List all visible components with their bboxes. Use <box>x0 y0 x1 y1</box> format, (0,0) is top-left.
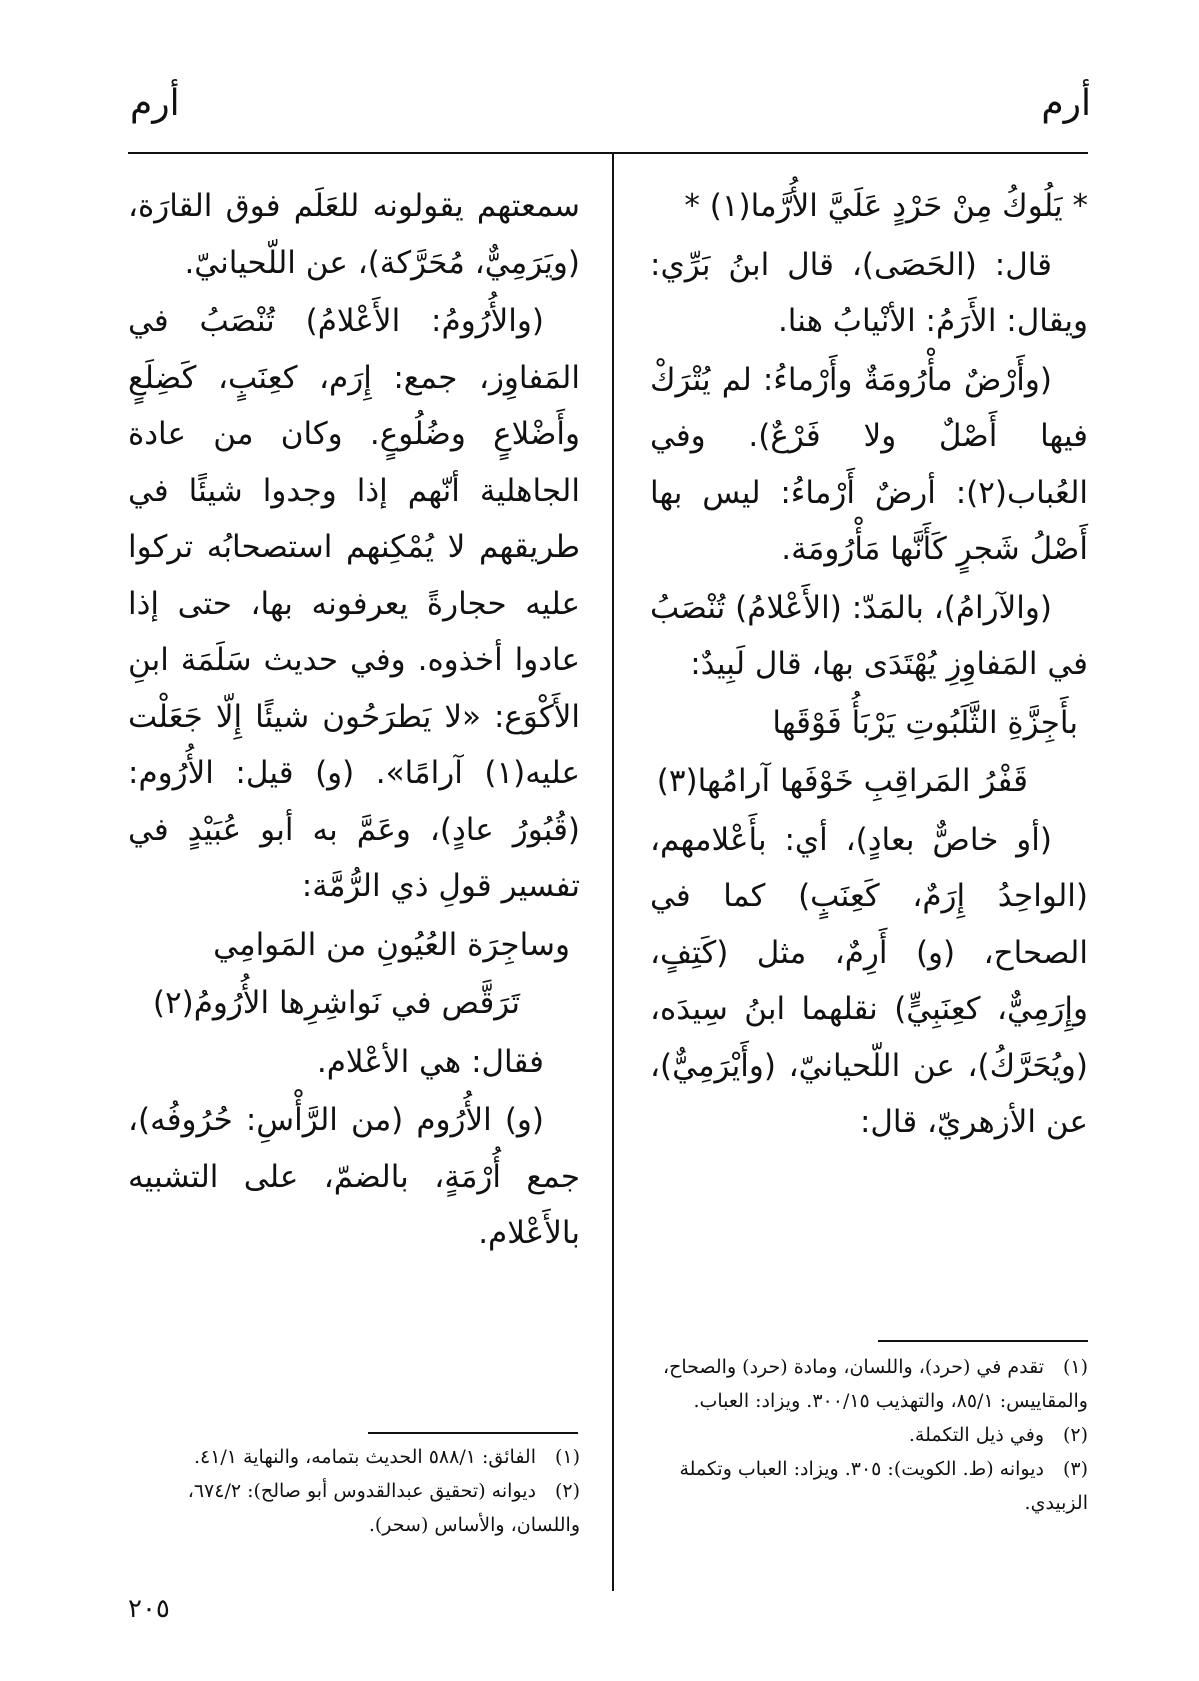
footnote <box>650 1418 1088 1452</box>
header-rule <box>128 152 1088 154</box>
verse-line: وساجِرَة العُيُونِ من المَوامِي <box>213 926 570 963</box>
footnote-rule-left <box>368 1432 578 1434</box>
footnote <box>128 1440 580 1474</box>
verse-line: قَفْرُ المَراقِبِ خَوْفَها آرامُها(٣) <box>656 763 1028 799</box>
footnote-number: (١) <box>554 1446 580 1468</box>
footnotes-right <box>650 1350 1088 1520</box>
paragraph: (و) الأُرُوم (من الرَّأْسِ: حُرُوفُه)، جمع أُرْمَةٍ، بالضمّ، على التشبيه بالأَعْلام. <box>128 1102 580 1251</box>
footnote-number: (١) <box>1062 1356 1088 1378</box>
footnotes-left <box>128 1440 580 1542</box>
footnote-text: تقدم في (حرد)، واللسان، ومادة (حرد) والصحاح، والمقاييس: ٨٥/١، والتهذيب ٣٠٠/١٥. ويزاد: العباب. <box>662 1356 1088 1412</box>
footnote-text: وفي ذيل التكملة. <box>908 1424 1044 1446</box>
verse-line: تَرَقَّص في نَواشِرِها الأُرُومُ(٢) <box>152 985 520 1021</box>
column-divider <box>612 154 614 1591</box>
right-column <box>650 178 1088 1153</box>
footnote-rule-right <box>878 1340 1088 1342</box>
footnote-text: الفائق: ٥٨٨/١ الحديث بتمامه، والنهاية ٤١/١. <box>193 1446 536 1468</box>
paragraph: سمعتهم يقولونه للعَلَم فوق القارَة، (ويَرَمِيٌّ، مُحَرَّكة)، عن اللّحيانيّ. <box>128 188 580 281</box>
paragraph: (أو خاصٌّ بعادٍ)، أي: بأَعْلامهم، (الواحِدُ إِرَمٌ، كَعِنَبٍ) كما في الصحاح، (و) أَرِمٌ، مثل (كَتِفٍ، وإِرَمِيٌّ، كعِنَبِيٍّ) نقلهما ابنُ سِيدَه، (ويُحَرَّكُ)، عن اللّحيانيّ، (وأَيْرَمِيٌّ)، عن الأزهريّ، قال: <box>650 821 1088 1140</box>
paragraph: (والأُرُومُ: الأَعْلامُ) تُنْصَبُ في المَفاوِز، جمع: إِرَم، كعِنَبٍ، كَضِلَعٍ وأَضْلاعٍ وضُلُوعٍ. وكان من عادة الجاهلية أنّهم إذا وجدوا شيئًا في طريقهم لا يُمْكِنهم استصحابُه تركوا عليه حجارةً يعرفونه بها، حتى إذا عادوا أخذوه. وفي حديث سَلَمَة ابنِ الأَكْوَع: «لا يَطرَحُون شيئًا إِلّا جَعَلْت عليه(١) آرامًا». (و) قيل: الأُرُوم: (قُبُورُ عادٍ)، وعَمَّ به أبو عُبَيْدٍ في تفسير قولِ ذي الرُّمَّة: <box>128 303 580 904</box>
footnote <box>650 1350 1088 1418</box>
paragraph: (والآرامُ)، بالمَدّ: (الأَعْلامُ) تُنْصَبُ في المَفاوِزِ يُهْتَدَى بها، قال لَبِيدٌ: <box>650 589 1088 682</box>
page-number: ٢٠٥ <box>128 1594 170 1624</box>
footnote-text: ديوانه (ط. الكويت): ٣٠٥. ويزاد: العباب وتكملة الزبيدي. <box>679 1458 1088 1514</box>
footnote-number: (٢) <box>554 1480 580 1502</box>
paragraph: فقال: هي الأعْلام. <box>316 1043 544 1080</box>
paragraph: (وأَرْضٌ مأْرُومَةٌ وأَرْماءُ: لم يُتْرَكْ فيها أَصْلٌ ولا فَرْعٌ). وفي العُباب(٢): أرضٌ أَرْماءُ: ليس بها أَصْلُ شَجرٍ كَأَنَّها مَأْرُومَة. <box>650 361 1088 567</box>
footnote-text: ديوانه (تحقيق عبدالقدوس أبو صالح): ٦٧٤/٢، واللسان، والأساس (سحر). <box>187 1480 580 1536</box>
footnote-number: (٢) <box>1062 1424 1088 1446</box>
left-column <box>128 178 580 1264</box>
verse-line: بأَجِزَّةِ الثَّلَبُوتِ يَرْبَأُ فَوْقَها <box>772 704 1078 741</box>
running-header-right: أرم <box>1041 83 1091 124</box>
footnote <box>650 1452 1088 1520</box>
footnote-number: (٣) <box>1062 1458 1088 1480</box>
paragraph: قال: (الحَصَى)، قال ابنُ بَرِّي: ويقال: الأَرَمُ: الأنْيابُ هنا. <box>650 246 1088 339</box>
running-header-left: أرم <box>130 83 180 124</box>
verse-line: * يَلُوكُ مِنْ حَرْدٍ عَلَيَّ الأُرَّما(١) * <box>684 188 1088 224</box>
footnote <box>128 1474 580 1542</box>
